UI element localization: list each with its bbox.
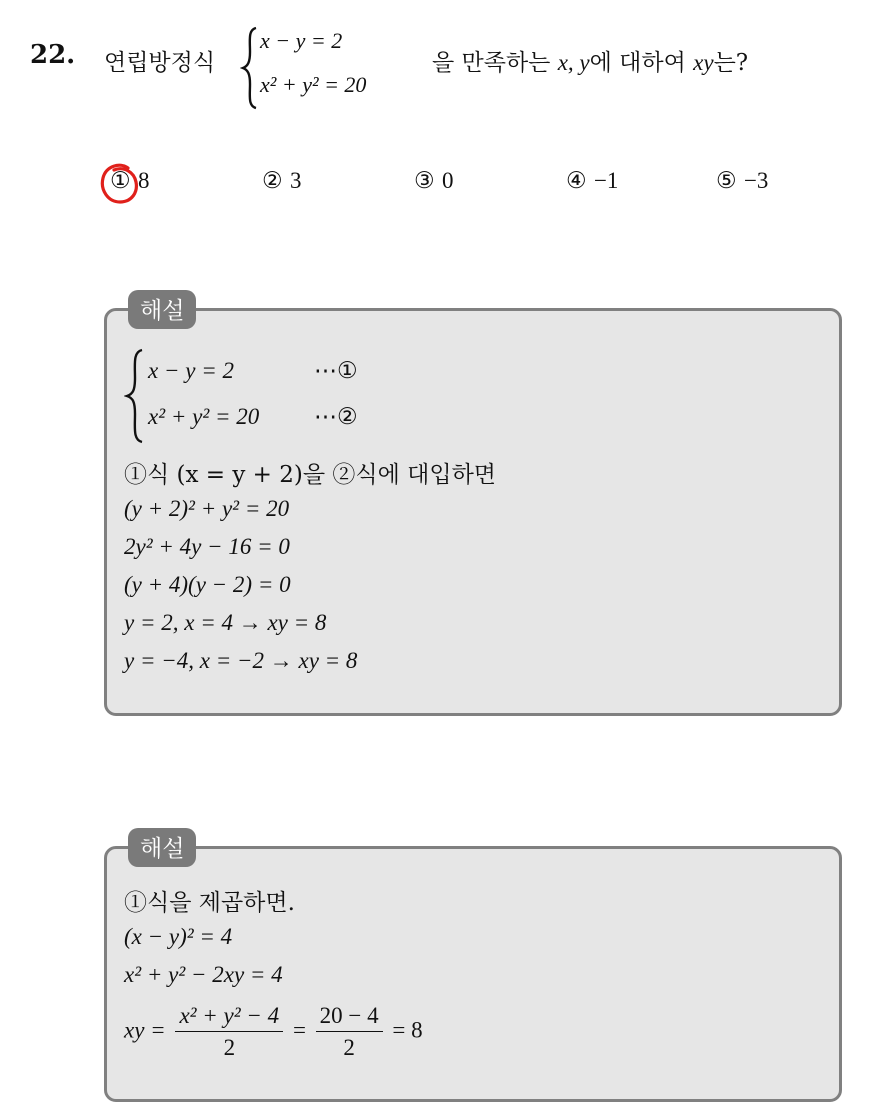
solution-1-step-4: y = 2, x = 4 → xy = 8 bbox=[124, 610, 327, 635]
choice-value: −3 bbox=[743, 168, 769, 193]
solution-1-step-text: ①식 (x = y + 2)을 ②식에 대입하면 bbox=[124, 462, 497, 488]
solution-tag-2: 해설 bbox=[128, 828, 196, 867]
question-number: 22. bbox=[30, 40, 76, 70]
choice-1[interactable] bbox=[110, 168, 149, 194]
system-equation-2: x² + y² = 20 bbox=[260, 72, 367, 97]
fraction-1 bbox=[175, 1002, 283, 1063]
choice-4[interactable] bbox=[566, 168, 618, 194]
system-line-1-ref: ⋯① bbox=[314, 358, 358, 383]
system-line-1-eq: x − y = 2 bbox=[148, 358, 234, 383]
choice-5[interactable] bbox=[716, 168, 768, 194]
fraction-1-denominator: 2 bbox=[223, 1034, 236, 1060]
question-suffix-1: 을 만족하는 bbox=[432, 50, 551, 76]
fraction-2 bbox=[316, 1002, 383, 1063]
system-line-2-eq: x² + y² = 20 bbox=[148, 404, 260, 429]
final-result: = 8 bbox=[392, 1017, 423, 1043]
choice-value: 0 bbox=[441, 168, 454, 193]
final-equals: = bbox=[292, 1017, 306, 1043]
solution-2-intro: ①식을 제곱하면. bbox=[124, 890, 295, 916]
solution-2-final bbox=[124, 1002, 423, 1063]
question-prefix: 연립방정식 bbox=[104, 50, 216, 76]
solution-1-step-5: y = −4, x = −2 → xy = 8 bbox=[124, 648, 358, 673]
solution-1-step-2: 2y² + 4y − 16 = 0 bbox=[124, 534, 290, 559]
question-vars: x, y bbox=[557, 50, 590, 75]
left-brace-icon bbox=[240, 26, 260, 110]
choice-2[interactable] bbox=[262, 168, 301, 194]
choice-value: −1 bbox=[593, 168, 619, 193]
solution-1-step-1: (y + 2)² + y² = 20 bbox=[124, 496, 290, 521]
answer-choices bbox=[0, 168, 884, 208]
choice-value: 8 bbox=[137, 168, 150, 193]
question-suffix-2: 에 대하여 bbox=[589, 50, 686, 76]
choice-number: ④ bbox=[566, 168, 587, 194]
system-line-2-ref: ⋯② bbox=[314, 404, 358, 429]
solution-1-step-3: (y + 4)(y − 2) = 0 bbox=[124, 572, 291, 597]
fraction-1-numerator: x² + y² − 4 bbox=[175, 1002, 283, 1032]
choice-number: ③ bbox=[414, 168, 435, 194]
solution-2-step-1: (x − y)² = 4 bbox=[124, 924, 233, 949]
choice-number: ② bbox=[262, 168, 283, 194]
solution-2-step-2: x² + y² − 2xy = 4 bbox=[124, 962, 283, 987]
final-lhs: xy = bbox=[124, 1017, 166, 1043]
choice-value: 3 bbox=[289, 168, 302, 193]
question-suffix-3: 는? bbox=[713, 50, 749, 76]
choice-3[interactable] bbox=[414, 168, 453, 194]
system-equation-1: x − y = 2 bbox=[260, 28, 343, 53]
left-brace-icon bbox=[124, 348, 146, 444]
solution-1-system bbox=[124, 348, 444, 444]
fraction-2-denominator: 2 bbox=[343, 1034, 355, 1060]
question-tail bbox=[432, 44, 748, 77]
question-system bbox=[240, 26, 420, 110]
choice-number: ① bbox=[110, 168, 131, 194]
fraction-2-numerator: 20 − 4 bbox=[316, 1002, 383, 1032]
choice-number: ⑤ bbox=[716, 168, 737, 194]
question-target: xy bbox=[693, 50, 714, 75]
solution-tag-1: 해설 bbox=[128, 290, 196, 329]
